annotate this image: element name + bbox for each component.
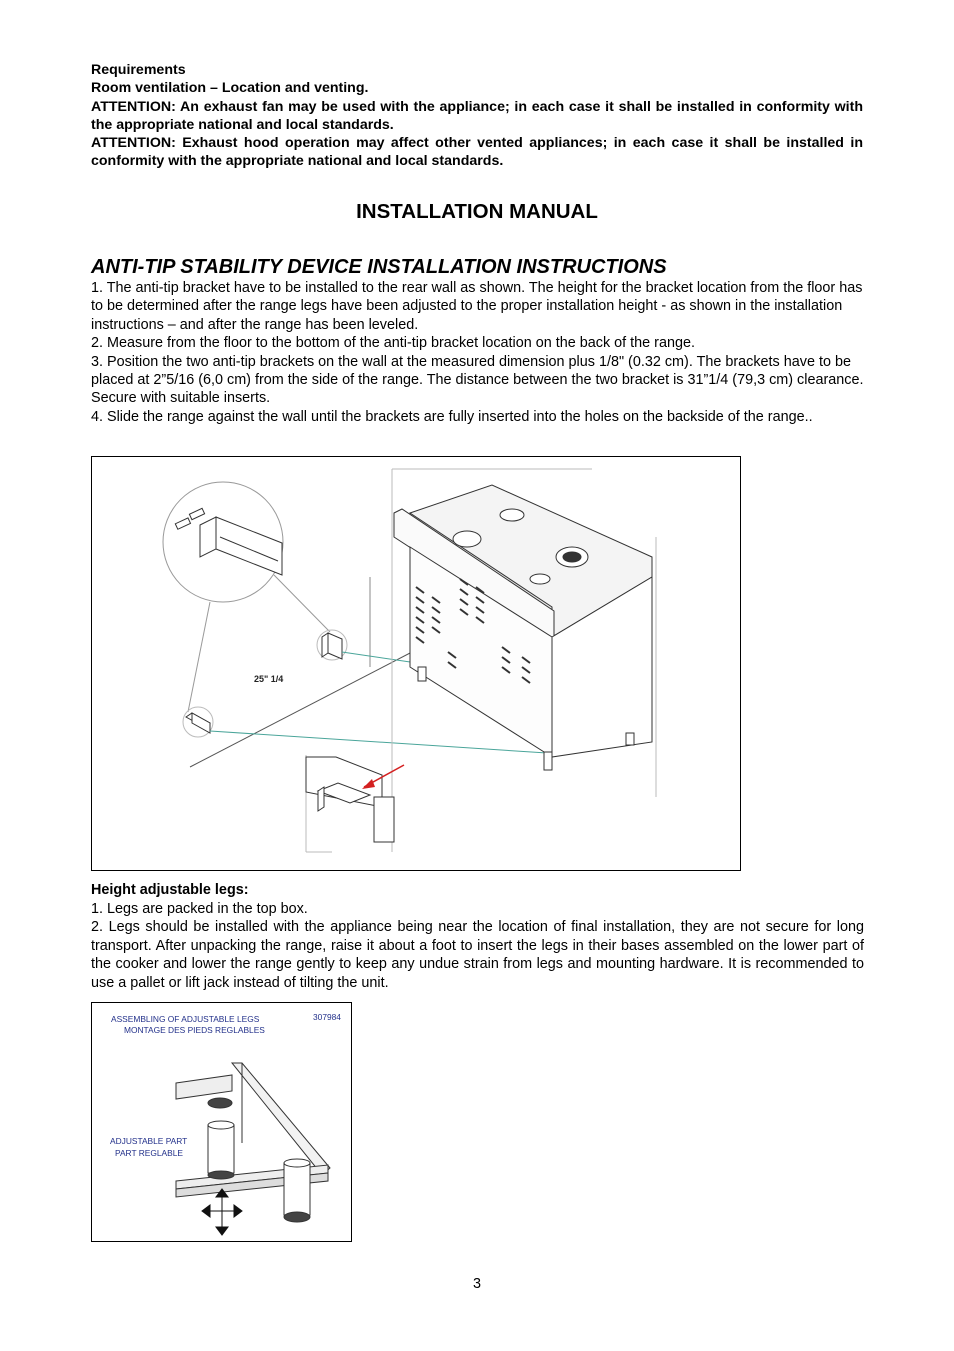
leader-line bbox=[188, 602, 210, 712]
adjustable-part-en: ADJUSTABLE PART bbox=[110, 1136, 188, 1146]
bracket-distance-label: 25" 1/4 bbox=[254, 674, 284, 684]
wall-bracket-left bbox=[183, 707, 213, 737]
wall-bracket-right bbox=[317, 630, 347, 660]
guide-line bbox=[210, 731, 547, 753]
legs-steps bbox=[91, 900, 864, 992]
requirements-block bbox=[91, 61, 863, 171]
adjustable-part-fr: PART REGLABLE bbox=[115, 1148, 183, 1158]
anti-tip-steps bbox=[91, 279, 865, 426]
attention-exhaust-fan: ATTENTION: An exhaust fan may be used with the appliance; in each case it shall be installed in conformity with the appropriate national and local standards. bbox=[91, 98, 863, 133]
anti-tip-step-3: 3. Position the two anti-tip brackets on the wall at the measured dimension plus 1/8" (0.32 cm). The brackets have to be placed at 2”5/16 (6,0 cm) from the side of the range. The distance between the two bracket is 31”1/4 (79,3 cm) clearance. Secure with suitable inserts. bbox=[91, 353, 864, 407]
bracket-detail-icon bbox=[175, 508, 282, 575]
requirements-heading: Requirements bbox=[91, 62, 186, 78]
anti-tip-drawing bbox=[92, 457, 741, 871]
page-number: 3 bbox=[472, 1276, 481, 1292]
legs-heading: Height adjustable legs: bbox=[91, 882, 249, 898]
bracket-inset-detail bbox=[306, 755, 394, 852]
adjust-arrows-icon bbox=[202, 1189, 242, 1235]
figure-title-en: ASSEMBLING OF ADJUSTABLE LEGS bbox=[111, 1014, 260, 1024]
adjustable-legs-drawing bbox=[92, 1003, 352, 1242]
anti-tip-step-4: 4. Slide the range against the wall until the brackets are fully inserted into the holes on the backside of the range.. bbox=[91, 408, 813, 425]
floor-line bbox=[190, 652, 412, 767]
legs-step-1: 1. Legs are packed in the top box. bbox=[91, 901, 308, 917]
figure-code: 307984 bbox=[313, 1012, 341, 1022]
anti-tip-heading: ANTI-TIP STABILITY DEVICE INSTALLATION INSTRUCTIONS bbox=[91, 256, 667, 278]
attention-exhaust-hood: ATTENTION: Exhaust hood operation may affect other vented appliances; in each case it shall be installed in conformity with the appropriate national and local standards. bbox=[91, 135, 863, 170]
leader-line bbox=[274, 575, 330, 632]
anti-tip-step-2: 2. Measure from the floor to the bottom of the anti-tip bracket location on the back of the range. bbox=[91, 335, 695, 352]
adjustable-legs-figure bbox=[91, 1002, 352, 1242]
anti-tip-figure bbox=[91, 456, 741, 871]
adjustable-leg-drawing bbox=[208, 1098, 310, 1222]
figure-title-fr: MONTAGE DES PIEDS REGLABLES bbox=[124, 1025, 265, 1035]
guide-line bbox=[342, 652, 417, 663]
ventilation-line: Room ventilation – Location and venting. bbox=[91, 80, 369, 97]
anti-tip-step-1: 1. The anti-tip bracket have to be installed to the rear wall as shown. The height for the bracket location from the floor has to be determined after the range legs have been adjusted to the proper installation height - as shown in the installation instructions – and after the range has been leveled. bbox=[91, 280, 863, 333]
range-appliance-drawing bbox=[392, 469, 656, 797]
legs-step-2: 2. Legs should be installed with the appliance being near the location of final installation, they are not secure for long transport. After unpacking the range, raise it about a foot to insert the legs in their bases assembled on the lower part of the cooker and lower the range gently to keep any undue strain from legs and mounting hardware. It is recommended to use a pallet or lift jack instead of tilting the unit. bbox=[91, 919, 864, 991]
page-title: INSTALLATION MANUAL bbox=[356, 200, 598, 223]
